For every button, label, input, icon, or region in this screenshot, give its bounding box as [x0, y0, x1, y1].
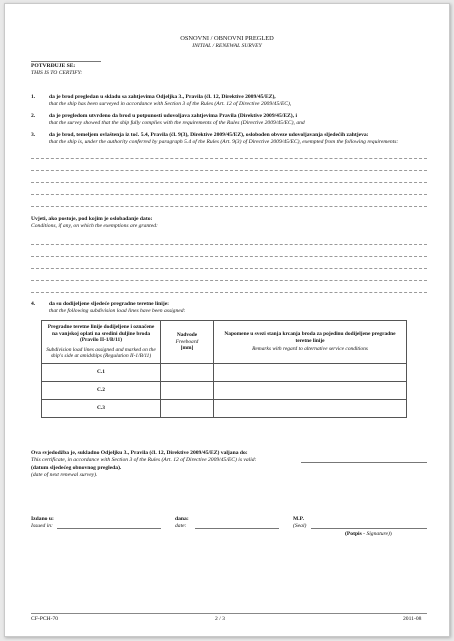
fill-line[interactable] — [31, 280, 427, 281]
table-header-row — [42, 321, 407, 364]
fill-line[interactable] — [31, 292, 427, 293]
table-header-cell — [214, 321, 407, 364]
table-row — [42, 382, 407, 400]
item-text: da je brod pregledan u skladu sa zahtjevima Odjeljka 3., Pravila (čl. 12, Direktive 2009/45/EZ), — [49, 94, 276, 100]
signature-line[interactable] — [311, 528, 427, 529]
document-page — [4, 3, 450, 637]
conditions-heading: Uvjeti, ako postoje, pod kojim je oslobađanje dato: — [31, 216, 153, 222]
freeboard-cell[interactable] — [161, 364, 214, 382]
row-label: C.3 — [42, 400, 161, 418]
item-text: da je pregledom utvrđeno da brod u potpunosti udovoljava zahtjevima Pravila (Direktive 2009/45/EZ), i — [49, 113, 297, 119]
col2-header: Nadvođe — [176, 332, 198, 339]
issued-in-label-en: Issued in: — [31, 523, 53, 529]
row-label: C.2 — [42, 382, 161, 400]
validity-text: Ova svjedodžba je, sukladno Odjeljku 3., Pravila (čl. 12, Direktive 2009/45/EZ) valjana do: — [31, 450, 248, 456]
seal-label-en: (Seal) — [293, 523, 307, 529]
col3-header: Napomene u svezi stanja krcanja broda za pojedinu dodijeljene pregradne teretne linije — [224, 331, 396, 344]
item-number: 3. — [31, 132, 36, 138]
fill-line[interactable] — [31, 158, 427, 159]
item-number: 4. — [31, 301, 36, 307]
page-subtitle: INITIAL / RENEWAL SURVEY — [192, 43, 262, 49]
item-number: 2. — [31, 113, 36, 119]
next-survey-label: (datum sljedećeg obnovnog pregleda). — [31, 465, 122, 471]
col1-header-en: Subdivision load lines assigned and marked on the ship's side at amidships (Regulation II-1/B/11) — [46, 346, 156, 360]
col1-header: Pregradne teretne linije dodijeljene i označene na vanjskoj oplati na sredini duljine broda (Pravilo II-1/B/11) — [47, 324, 155, 344]
table-header-cell — [42, 321, 161, 364]
item-text-en: that the ship is, under the authority conferred by paragraph 5.4 of the Rules (Art. 9(3) of Directive 2009/45/EC), exempted from the following requirements: — [49, 139, 399, 145]
seal-label: M.P. — [293, 516, 304, 522]
table-row — [42, 364, 407, 382]
item-text-en: that the following subdivision load lines have been assigned: — [49, 308, 186, 314]
item-text: da su dodijeljene sljedeće pregradne teretne linije: — [49, 301, 170, 307]
certify-heading: POTVRĐUJE SE: — [31, 63, 76, 69]
conditions-heading-en: Conditions, if any, on which the exemptions are granted: — [31, 223, 158, 229]
certify-heading-en: THIS IS TO CERTIFY: — [31, 70, 83, 76]
item-text-en: that the survey showed that the ship fully complies with the requirements of the Rules (Directive 2009/45/EC), and — [49, 120, 305, 126]
fill-line[interactable] — [31, 206, 427, 207]
page-number: 2 / 3 — [215, 616, 225, 622]
next-survey-label-en: (date of next renewal survey). — [31, 472, 98, 478]
item-text-en: that the ship has been surveyed in accordance with Section 3 of the Rules (Art. 12 of Directive 2009/45/EC), — [49, 101, 292, 107]
validity-date-line[interactable] — [301, 462, 427, 463]
signature-label: (Potpis - Signature)) — [345, 531, 392, 537]
col3-header-en: Remarks with regard to alternative service conditions — [252, 346, 368, 353]
fill-line[interactable] — [31, 182, 427, 183]
table-header-cell — [161, 321, 214, 364]
fill-line[interactable] — [31, 256, 427, 257]
form-code: CF-PCH-70 — [31, 616, 59, 622]
date-label-en: date: — [175, 523, 187, 529]
issued-in-line[interactable] — [57, 528, 161, 529]
issued-in-label: Izdano u: — [31, 516, 54, 522]
validity-text-en: This certificate, in accordance with Section 3 of the Rules (Art. 12 of Directive 2009/45/EC) is valid: — [31, 457, 257, 463]
remarks-cell[interactable] — [214, 364, 407, 382]
divider-line — [31, 61, 101, 62]
remarks-cell[interactable] — [214, 382, 407, 400]
freeboard-cell[interactable] — [161, 400, 214, 418]
form-date: 2011-08 — [403, 616, 422, 622]
fill-line[interactable] — [31, 268, 427, 269]
row-label: C.1 — [42, 364, 161, 382]
footer-divider — [31, 613, 427, 614]
remarks-cell[interactable] — [214, 400, 407, 418]
load-lines-table — [41, 320, 407, 418]
col2-unit: [mm] — [180, 345, 194, 352]
table-row — [42, 400, 407, 418]
item-text: da je brod, temeljem ovlaštenja iz toč. 5.4, Pravila (čl. 9(3), Direktive 2009/45/EZ), oslobođen obveze udovoljavanja sljedećih zahtjeva: — [49, 132, 369, 138]
page-title: OSNOVNI / OBNOVNI PREGLED — [180, 35, 274, 42]
date-line[interactable] — [195, 528, 279, 529]
fill-line[interactable] — [31, 170, 427, 171]
item-number: 1. — [31, 94, 36, 100]
fill-line[interactable] — [31, 244, 427, 245]
fill-line[interactable] — [31, 194, 427, 195]
date-label: dana: — [175, 516, 189, 522]
col2-header-en: Freeboard — [175, 338, 199, 345]
freeboard-cell[interactable] — [161, 382, 214, 400]
